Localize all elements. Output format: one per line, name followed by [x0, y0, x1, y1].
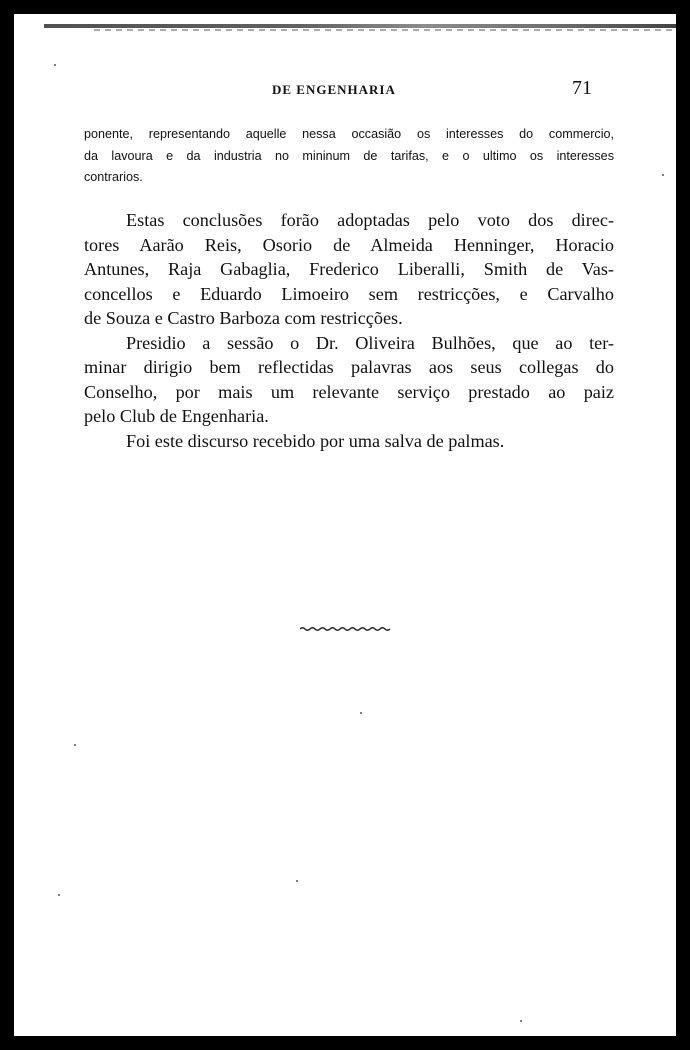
body-text: [84, 208, 614, 453]
running-head: DE ENGENHARIA: [272, 82, 396, 97]
page-number: 71: [572, 77, 592, 99]
paragraph-line: Presidio a sessão o Dr. Oliveira Bulhões, que ao ter-: [126, 332, 614, 353]
paragraph-line: Foi este discurso recebido por uma salva de palmas.: [126, 430, 505, 451]
scan-speck: [54, 64, 56, 66]
footnote-line: da lavoura e da industria no mininum de tarifas, e o ultimo os interesses: [84, 148, 614, 163]
scan-speck: [520, 1020, 522, 1022]
paragraph-line: Conselho, por mais um relevante serviço prestado ao paiz: [84, 381, 614, 402]
paragraph-line: pelo Club de Engenharia.: [84, 406, 269, 426]
footnote: [84, 124, 614, 189]
top-scan-rule-dotted: [94, 29, 674, 31]
paragraph-line: Estas conclusões forão adoptadas pelo voto dos direc-: [126, 210, 614, 230]
top-scan-rule: [44, 24, 676, 28]
end-ornament: [300, 626, 392, 632]
paragraph-line: de Souza e Castro Barboza com restricções.: [84, 308, 403, 328]
scan-speck: [662, 174, 664, 176]
footnote-line: ponente, representando aquelle nessa occasião os interesses do commercio,: [84, 127, 614, 141]
book-page: [14, 14, 676, 1036]
footnote-line: contrarios.: [84, 170, 143, 184]
paragraph-line: Antunes, Raja Gabaglia, Frederico Liberalli, Smith de Vas-: [84, 259, 614, 279]
paragraph-line: minar dirigio bem reflectidas palavras aos seus collegas do: [84, 357, 614, 377]
scan-speck: [360, 712, 362, 714]
scan-speck: [58, 894, 60, 896]
scan-speck: [74, 744, 76, 746]
scan-speck: [296, 880, 298, 882]
paragraph-line: tores Aarão Reis, Osorio de Almeida Henninger, Horacio: [84, 234, 614, 255]
paragraph-line: concellos e Eduardo Limoeiro sem restricções, e Carvalho: [84, 283, 614, 304]
